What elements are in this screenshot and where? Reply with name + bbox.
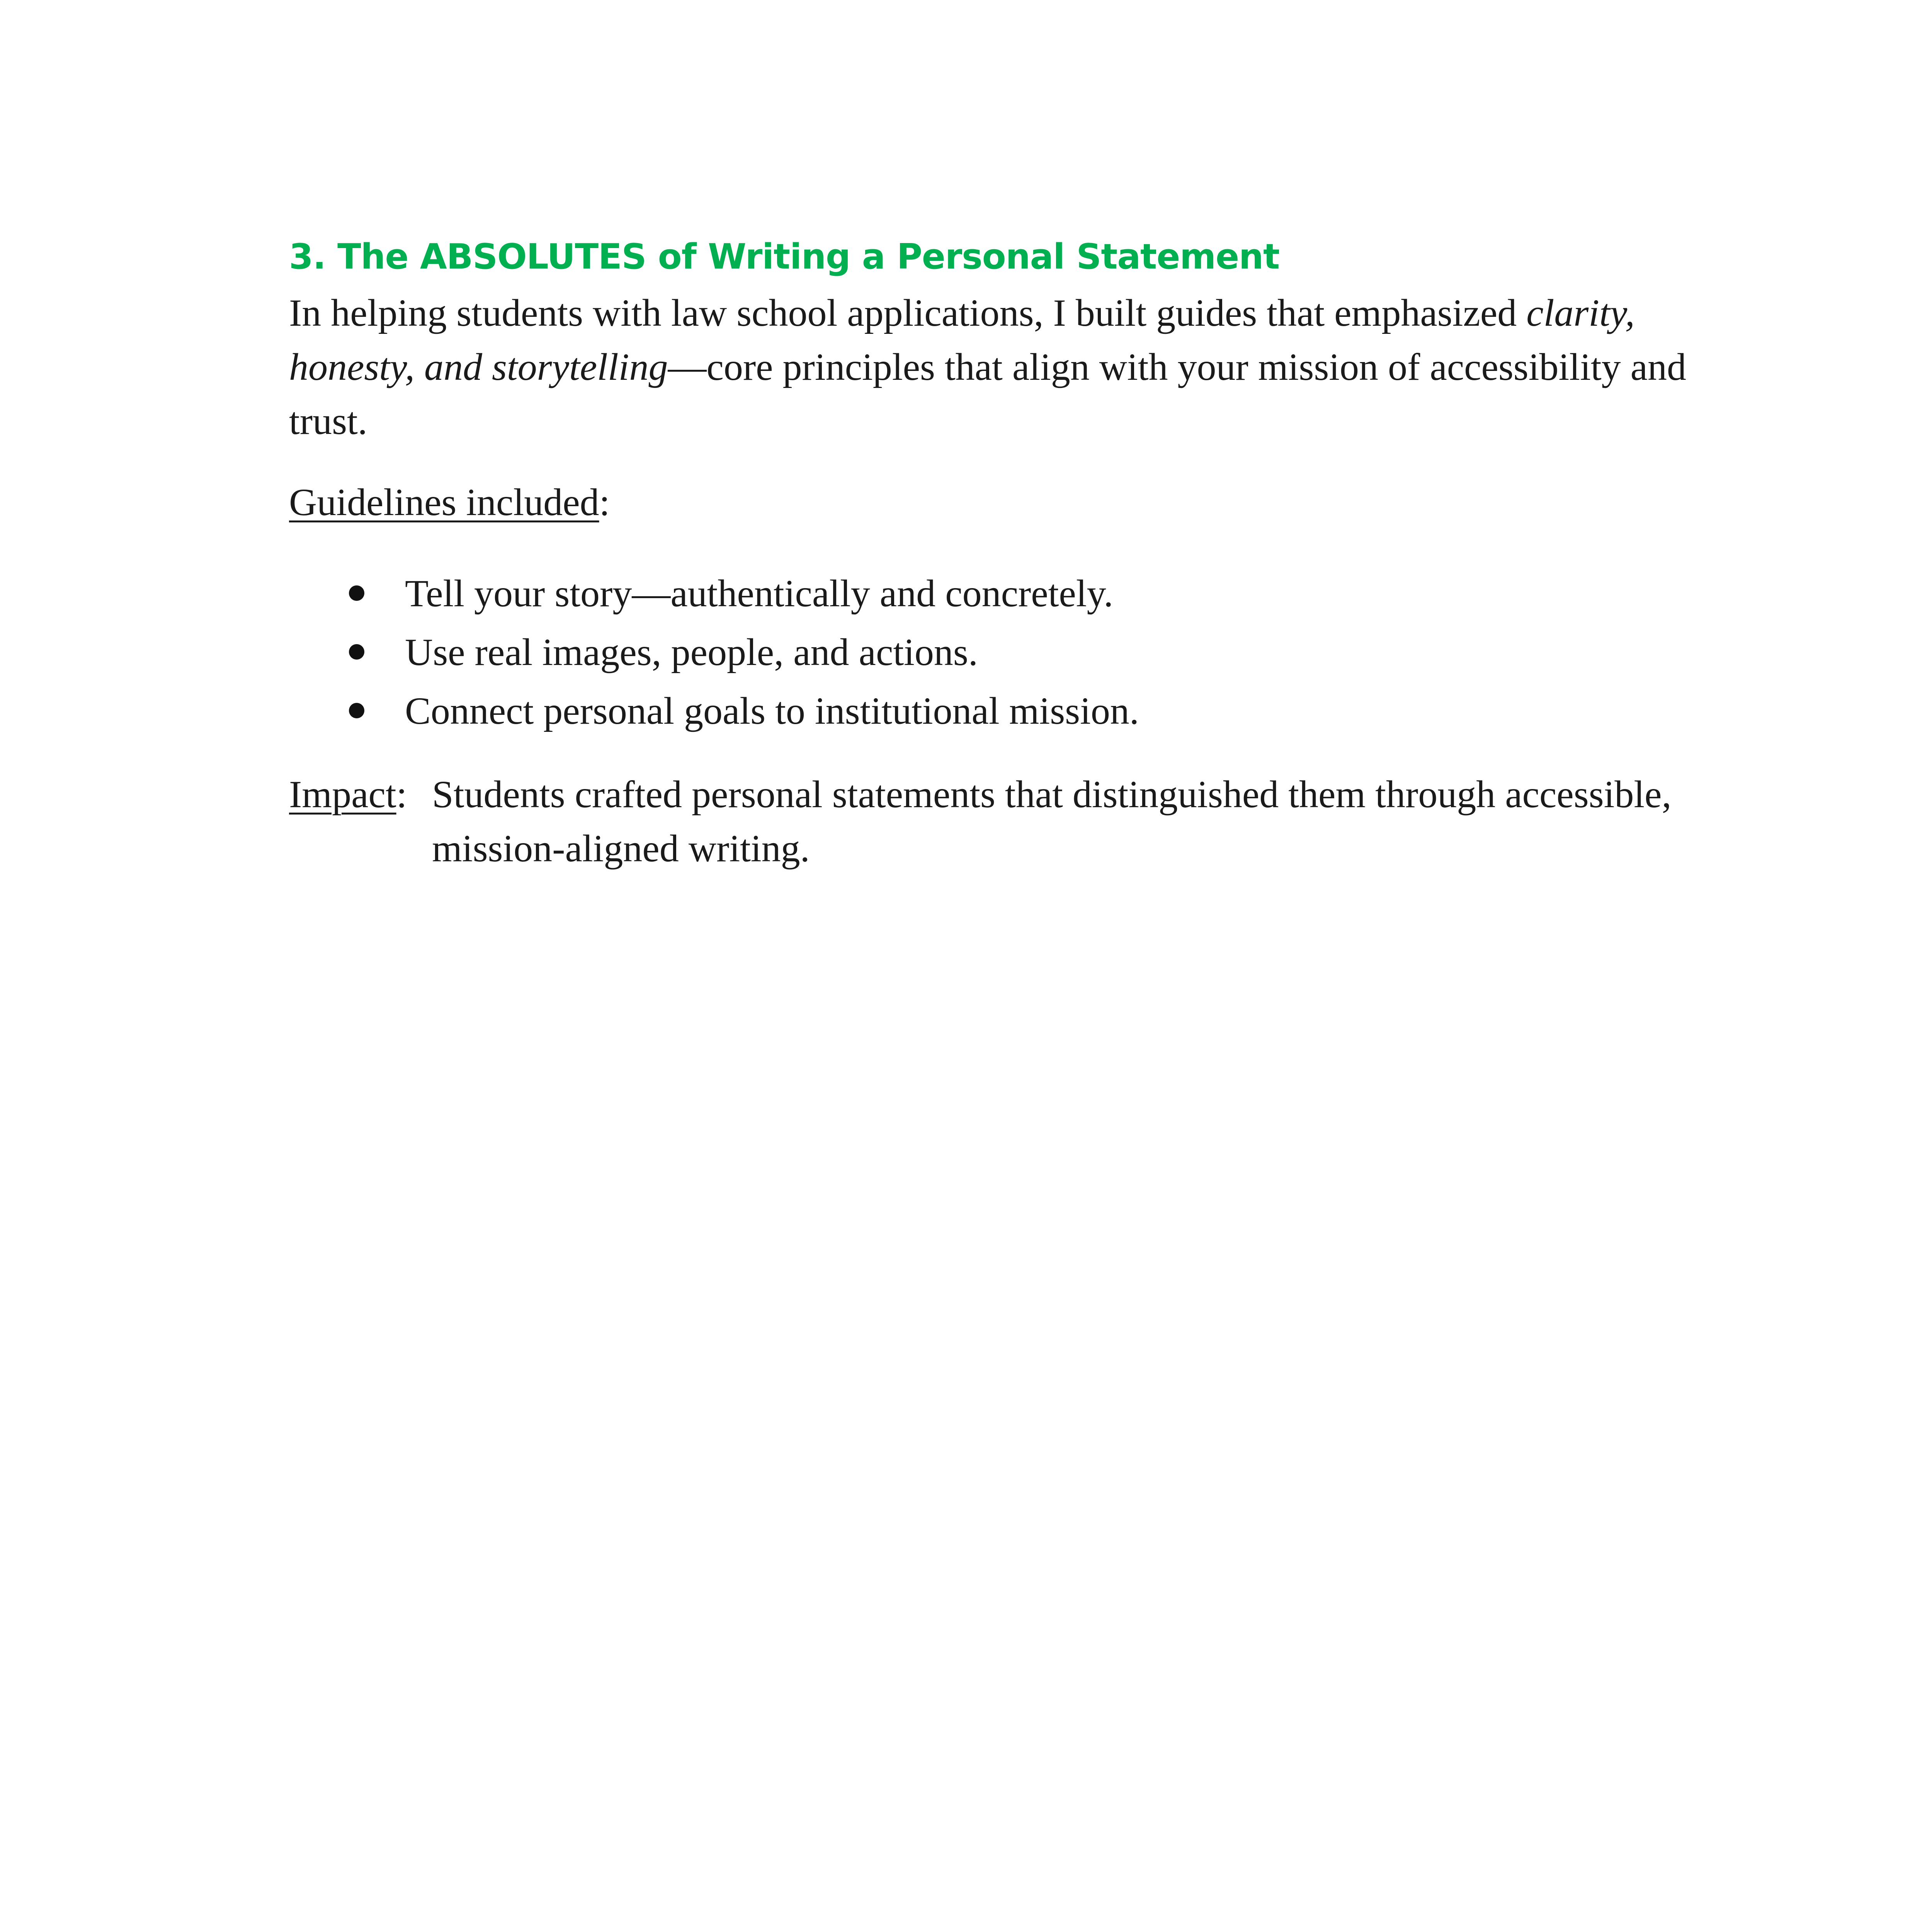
impact-label <box>289 767 432 876</box>
list-item <box>289 682 1688 740</box>
impact-section <box>289 767 1688 876</box>
guidelines-list <box>289 564 1688 740</box>
impact-label-colon: : <box>396 773 407 816</box>
bullet-icon <box>349 585 364 601</box>
list-item-text: Connect personal goals to institutional mission. <box>405 689 1139 732</box>
list-item-text: Use real images, people, and actions. <box>405 631 978 673</box>
intro-paragraph <box>289 286 1688 448</box>
bullet-icon <box>349 644 364 660</box>
intro-text-start: In helping students with law school applications, I built guides that emphasized <box>289 291 1527 334</box>
guidelines-label-text: Guidelines included <box>289 481 599 524</box>
intro-text-end: —core principles that align with your mission of accessibility and trust. <box>289 345 1687 442</box>
section-heading: 3. The ABSOLUTES of Writing a Personal Statement <box>289 236 1280 277</box>
impact-text: Students crafted personal statements that distinguished them through accessible, mission-aligned writing. <box>432 773 1672 870</box>
list-item <box>289 623 1688 682</box>
bullet-icon <box>349 703 364 718</box>
guidelines-label-colon: : <box>599 481 610 524</box>
impact-label-text: Impact <box>289 773 396 816</box>
list-item-text: Tell your story—authentically and concretely. <box>405 572 1114 615</box>
intro-emphasis: clarity, honesty, and storytelling <box>289 291 1635 388</box>
list-item <box>289 564 1688 623</box>
document-body <box>289 228 1688 876</box>
guidelines-label <box>289 475 1688 529</box>
